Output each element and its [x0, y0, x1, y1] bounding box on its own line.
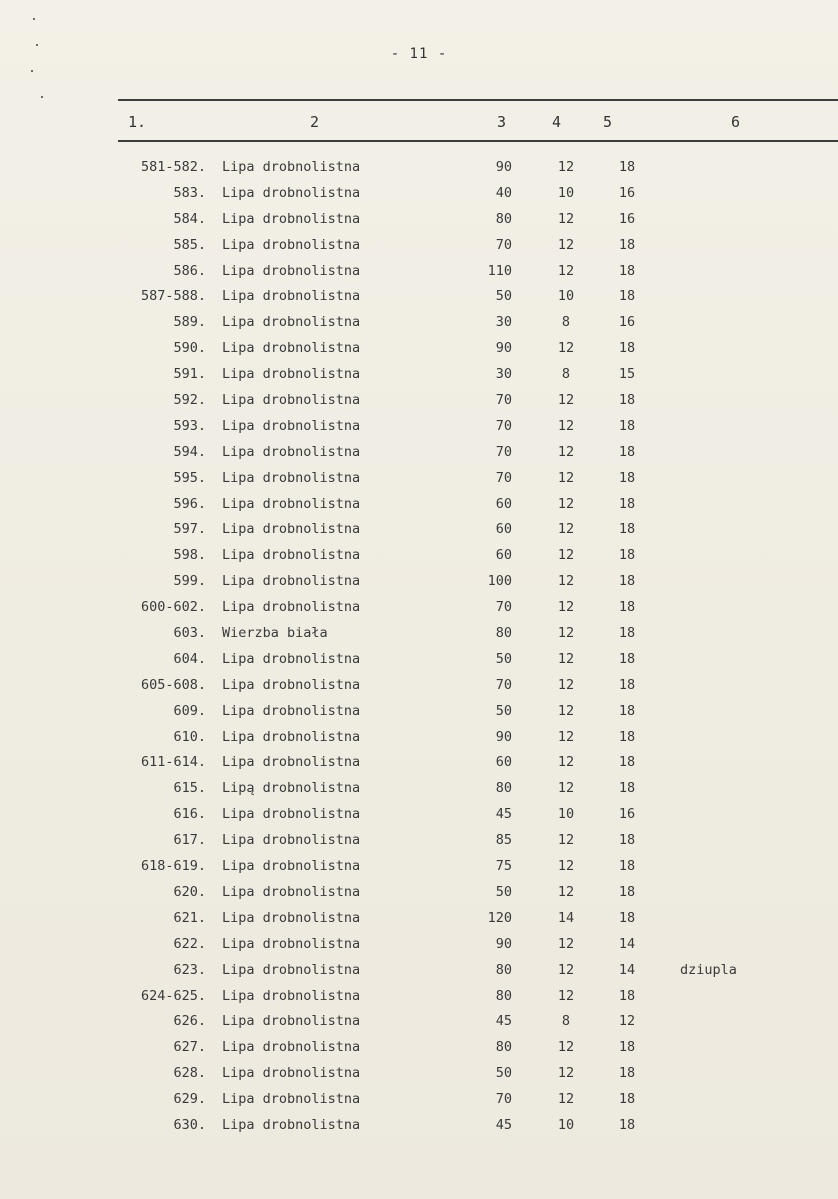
column-4-cell: 12 — [557, 1039, 575, 1056]
table-row — [0, 1009, 838, 1035]
column-4-cell: 12 — [557, 858, 575, 875]
column-5-cell: 18 — [618, 832, 636, 849]
column-4-cell: 12 — [557, 754, 575, 771]
column-3-cell: 50 — [495, 288, 512, 305]
column-5-cell: 18 — [618, 288, 636, 305]
species-cell: Lipa drobnolistna — [222, 883, 361, 900]
column-4-cell: 12 — [557, 547, 575, 564]
species-cell: Lipa drobnolistna — [222, 443, 361, 460]
column-5-cell: 18 — [618, 780, 636, 797]
column-4-cell: 12 — [557, 340, 575, 357]
species-cell: Lipa drobnolistna — [222, 288, 361, 305]
column-4-cell: 12 — [557, 1065, 575, 1082]
column-3-cell: 80 — [495, 625, 512, 642]
tree-number-cell: 583. — [173, 184, 206, 201]
column-4-cell: 12 — [557, 159, 575, 175]
column-3-cell: 90 — [495, 935, 512, 952]
species-cell: Lipa drobnolistna — [222, 366, 361, 383]
table-row — [0, 440, 838, 466]
column-3-cell: 120 — [487, 909, 512, 926]
column-3-cell: 40 — [495, 184, 512, 201]
column-3-cell: 80 — [495, 987, 512, 1004]
column-5-cell: 18 — [618, 1065, 636, 1082]
column-5-cell: 18 — [618, 987, 636, 1004]
column-header-4: 4 — [552, 113, 562, 131]
table-row — [0, 492, 838, 518]
column-5-cell: 15 — [618, 366, 636, 383]
column-4-cell: 10 — [557, 806, 575, 823]
species-cell: Lipa drobnolistna — [222, 547, 361, 564]
column-3-cell: 90 — [495, 728, 512, 745]
column-3-cell: 70 — [495, 469, 512, 486]
table-header-rule — [118, 140, 838, 142]
species-cell: Lipa drobnolistna — [222, 417, 361, 434]
species-cell: Lipa drobnolistna — [222, 1116, 361, 1133]
column-4-cell: 12 — [557, 625, 575, 642]
column-3-cell: 50 — [495, 1065, 512, 1082]
column-3-cell: 110 — [487, 262, 512, 279]
column-3-cell: 50 — [495, 883, 512, 900]
species-cell: Lipa drobnolistna — [222, 832, 361, 849]
species-cell: Lipa drobnolistna — [222, 469, 361, 486]
column-5-cell: 18 — [618, 417, 636, 434]
column-4-cell: 12 — [557, 599, 575, 616]
column-4-cell: 12 — [557, 262, 575, 279]
column-header-3: 3 — [497, 113, 507, 131]
species-cell: Lipa drobnolistna — [222, 961, 361, 978]
species-cell: Lipa drobnolistna — [222, 858, 361, 875]
remarks-cell: dziupla — [680, 961, 737, 978]
column-5-cell: 18 — [618, 650, 636, 667]
column-3-cell: 60 — [495, 521, 512, 538]
species-cell: Lipa drobnolistna — [222, 1091, 361, 1108]
column-5-cell: 18 — [618, 340, 636, 357]
table-row — [0, 958, 838, 984]
table-row — [0, 336, 838, 362]
column-3-cell: 60 — [495, 495, 512, 512]
margin-dot — [41, 96, 43, 98]
column-5-cell: 16 — [618, 210, 636, 227]
tree-number-cell: 599. — [173, 573, 206, 590]
tree-number-cell: 624-625. — [140, 987, 206, 1004]
table-row — [0, 155, 838, 181]
column-header-1: 1. — [128, 113, 147, 131]
column-3-cell: 45 — [495, 1013, 512, 1030]
column-5-cell: 18 — [618, 1116, 636, 1133]
column-5-cell: 18 — [618, 159, 636, 175]
column-4-cell: 8 — [561, 1013, 571, 1030]
tree-number-cell: 616. — [173, 806, 206, 823]
column-header-6: 6 — [731, 113, 741, 131]
table-row — [0, 1061, 838, 1087]
column-4-cell: 12 — [557, 495, 575, 512]
species-cell: Lipa drobnolistna — [222, 495, 361, 512]
tree-number-cell: 610. — [173, 728, 206, 745]
column-3-cell: 60 — [495, 547, 512, 564]
column-5-cell: 18 — [618, 676, 636, 693]
column-5-cell: 14 — [618, 961, 636, 978]
tree-number-cell: 585. — [173, 236, 206, 253]
table-row — [0, 725, 838, 751]
tree-number-cell: 591. — [173, 366, 206, 383]
column-4-cell: 12 — [557, 417, 575, 434]
column-3-cell: 70 — [495, 236, 512, 253]
tree-number-cell: 626. — [173, 1013, 206, 1030]
column-5-cell: 18 — [618, 858, 636, 875]
species-cell: Lipa drobnolistna — [222, 702, 361, 719]
tree-number-cell: 586. — [173, 262, 206, 279]
tree-number-cell: 589. — [173, 314, 206, 331]
table-row — [0, 1113, 838, 1139]
tree-number-cell: 598. — [173, 547, 206, 564]
margin-dot — [33, 18, 35, 20]
column-5-cell: 18 — [618, 599, 636, 616]
table-row — [0, 388, 838, 414]
species-cell: Lipa drobnolistna — [222, 728, 361, 745]
tree-number-cell: 628. — [173, 1065, 206, 1082]
column-5-cell: 18 — [618, 469, 636, 486]
column-3-cell: 30 — [495, 314, 512, 331]
table-row — [0, 543, 838, 569]
column-4-cell: 12 — [557, 832, 575, 849]
column-4-cell: 8 — [561, 366, 571, 383]
tree-number-cell: 590. — [173, 340, 206, 357]
table-top-rule — [118, 99, 838, 101]
tree-number-cell: 611-614. — [140, 754, 206, 771]
column-3-cell: 80 — [495, 210, 512, 227]
column-4-cell: 12 — [557, 236, 575, 253]
column-3-cell: 80 — [495, 1039, 512, 1056]
table-row — [0, 1087, 838, 1113]
table-row — [0, 259, 838, 285]
column-3-cell: 45 — [495, 806, 512, 823]
column-5-cell: 18 — [618, 521, 636, 538]
tree-number-cell: 592. — [173, 392, 206, 409]
column-3-cell: 50 — [495, 702, 512, 719]
column-3-cell: 75 — [495, 858, 512, 875]
column-header-5: 5 — [603, 113, 613, 131]
column-5-cell: 18 — [618, 1091, 636, 1108]
column-3-cell: 45 — [495, 1116, 512, 1133]
species-cell: Lipa drobnolistna — [222, 236, 361, 253]
tree-number-cell: 593. — [173, 417, 206, 434]
table-row — [0, 207, 838, 233]
column-4-cell: 12 — [557, 987, 575, 1004]
column-3-cell: 90 — [495, 159, 512, 175]
tree-number-cell: 584. — [173, 210, 206, 227]
column-4-cell: 12 — [557, 392, 575, 409]
species-cell: Lipa drobnolistna — [222, 1065, 361, 1082]
table-row — [0, 517, 838, 543]
tree-number-cell: 630. — [173, 1116, 206, 1133]
column-4-cell: 10 — [557, 288, 575, 305]
column-3-cell: 85 — [495, 832, 512, 849]
table-row — [0, 569, 838, 595]
species-cell: Lipa drobnolistna — [222, 573, 361, 590]
column-3-cell: 70 — [495, 599, 512, 616]
species-cell: Lipa drobnolistna — [222, 521, 361, 538]
tree-number-cell: 587-588. — [140, 288, 206, 305]
column-5-cell: 16 — [618, 314, 636, 331]
column-5-cell: 18 — [618, 392, 636, 409]
column-5-cell: 14 — [618, 935, 636, 952]
column-4-cell: 8 — [561, 314, 571, 331]
table-row — [0, 233, 838, 259]
tree-number-cell: 600-602. — [140, 599, 206, 616]
species-cell: Wierzba biała — [222, 625, 328, 642]
column-5-cell: 18 — [618, 443, 636, 460]
tree-number-cell: 596. — [173, 495, 206, 512]
column-5-cell: 18 — [618, 625, 636, 642]
species-cell: Lipa drobnolistna — [222, 1039, 361, 1056]
species-cell: Lipa drobnolistna — [222, 184, 361, 201]
column-3-cell: 70 — [495, 417, 512, 434]
tree-number-cell: 594. — [173, 443, 206, 460]
column-4-cell: 12 — [557, 573, 575, 590]
species-cell: Lipa drobnolistna — [222, 159, 361, 175]
column-5-cell: 12 — [618, 1013, 636, 1030]
column-4-cell: 12 — [557, 1091, 575, 1108]
tree-number-cell: 615. — [173, 780, 206, 797]
column-5-cell: 18 — [618, 702, 636, 719]
species-cell: Lipa drobnolistna — [222, 392, 361, 409]
tree-number-cell: 623. — [173, 961, 206, 978]
column-3-cell: 70 — [495, 1091, 512, 1108]
table-row — [0, 310, 838, 336]
column-3-cell: 60 — [495, 754, 512, 771]
column-3-cell: 80 — [495, 780, 512, 797]
column-4-cell: 12 — [557, 210, 575, 227]
column-4-cell: 14 — [557, 909, 575, 926]
column-3-cell: 70 — [495, 392, 512, 409]
table-row — [0, 802, 838, 828]
species-cell: Lipa drobnolistna — [222, 314, 361, 331]
table-row — [0, 595, 838, 621]
column-5-cell: 18 — [618, 495, 636, 512]
column-5-cell: 18 — [618, 262, 636, 279]
species-cell: Lipa drobnolistna — [222, 676, 361, 693]
column-3-cell: 30 — [495, 366, 512, 383]
tree-number-cell: 597. — [173, 521, 206, 538]
tree-number-cell: 627. — [173, 1039, 206, 1056]
tree-number-cell: 609. — [173, 702, 206, 719]
tree-number-cell: 621. — [173, 909, 206, 926]
column-3-cell: 80 — [495, 961, 512, 978]
column-4-cell: 12 — [557, 961, 575, 978]
table-row — [0, 647, 838, 673]
column-5-cell: 18 — [618, 909, 636, 926]
column-5-cell: 18 — [618, 236, 636, 253]
species-cell: Lipa drobnolistna — [222, 987, 361, 1004]
column-4-cell: 12 — [557, 650, 575, 667]
column-5-cell: 16 — [618, 184, 636, 201]
column-4-cell: 10 — [557, 1116, 575, 1133]
column-3-cell: 100 — [487, 573, 512, 590]
species-cell: Lipa drobnolistna — [222, 262, 361, 279]
column-5-cell: 18 — [618, 573, 636, 590]
column-5-cell: 18 — [618, 1039, 636, 1056]
table-row — [0, 854, 838, 880]
table-row — [0, 466, 838, 492]
table-row — [0, 621, 838, 647]
table-body — [0, 155, 838, 1139]
table-row — [0, 984, 838, 1010]
species-cell: Lipa drobnolistna — [222, 806, 361, 823]
table-row — [0, 776, 838, 802]
column-5-cell: 18 — [618, 883, 636, 900]
table-row — [0, 414, 838, 440]
column-4-cell: 12 — [557, 935, 575, 952]
column-5-cell: 18 — [618, 754, 636, 771]
table-row — [0, 932, 838, 958]
species-cell: Lipa drobnolistna — [222, 340, 361, 357]
tree-number-cell: 603. — [173, 625, 206, 642]
column-5-cell: 18 — [618, 547, 636, 564]
table-row — [0, 750, 838, 776]
table-row — [0, 828, 838, 854]
tree-number-cell: 629. — [173, 1091, 206, 1108]
column-4-cell: 12 — [557, 521, 575, 538]
species-cell: Lipa drobnolistna — [222, 909, 361, 926]
tree-number-cell: 604. — [173, 650, 206, 667]
species-cell: Lipa drobnolistna — [222, 1013, 361, 1030]
column-3-cell: 70 — [495, 443, 512, 460]
tree-number-cell: 617. — [173, 832, 206, 849]
species-cell: Lipa drobnolistna — [222, 650, 361, 667]
table-row — [0, 906, 838, 932]
species-cell: Lipa drobnolistna — [222, 754, 361, 771]
tree-number-cell: 581-582. — [140, 159, 206, 175]
column-4-cell: 12 — [557, 883, 575, 900]
column-5-cell: 16 — [618, 806, 636, 823]
table-row — [0, 699, 838, 725]
column-header-2: 2 — [310, 113, 320, 131]
table-row — [0, 1035, 838, 1061]
table-row — [0, 284, 838, 310]
column-4-cell: 12 — [557, 676, 575, 693]
species-cell: Lipą drobnolistna — [222, 780, 361, 797]
column-3-cell: 90 — [495, 340, 512, 357]
table-row — [0, 362, 838, 388]
table-row — [0, 181, 838, 207]
column-4-cell: 12 — [557, 443, 575, 460]
table-row — [0, 880, 838, 906]
tree-number-cell: 622. — [173, 935, 206, 952]
species-cell: Lipa drobnolistna — [222, 599, 361, 616]
margin-dot — [31, 70, 33, 72]
column-4-cell: 12 — [557, 469, 575, 486]
column-3-cell: 70 — [495, 676, 512, 693]
column-4-cell: 12 — [557, 702, 575, 719]
species-cell: Lipa drobnolistna — [222, 210, 361, 227]
column-5-cell: 18 — [618, 728, 636, 745]
column-4-cell: 12 — [557, 780, 575, 797]
table-row — [0, 673, 838, 699]
tree-number-cell: 595. — [173, 469, 206, 486]
page-number: - 11 - — [390, 46, 448, 62]
tree-number-cell: 620. — [173, 883, 206, 900]
species-cell: Lipa drobnolistna — [222, 935, 361, 952]
column-4-cell: 12 — [557, 728, 575, 745]
column-4-cell: 10 — [557, 184, 575, 201]
tree-number-cell: 618-619. — [140, 858, 206, 875]
column-3-cell: 50 — [495, 650, 512, 667]
tree-number-cell: 605-608. — [140, 676, 206, 693]
